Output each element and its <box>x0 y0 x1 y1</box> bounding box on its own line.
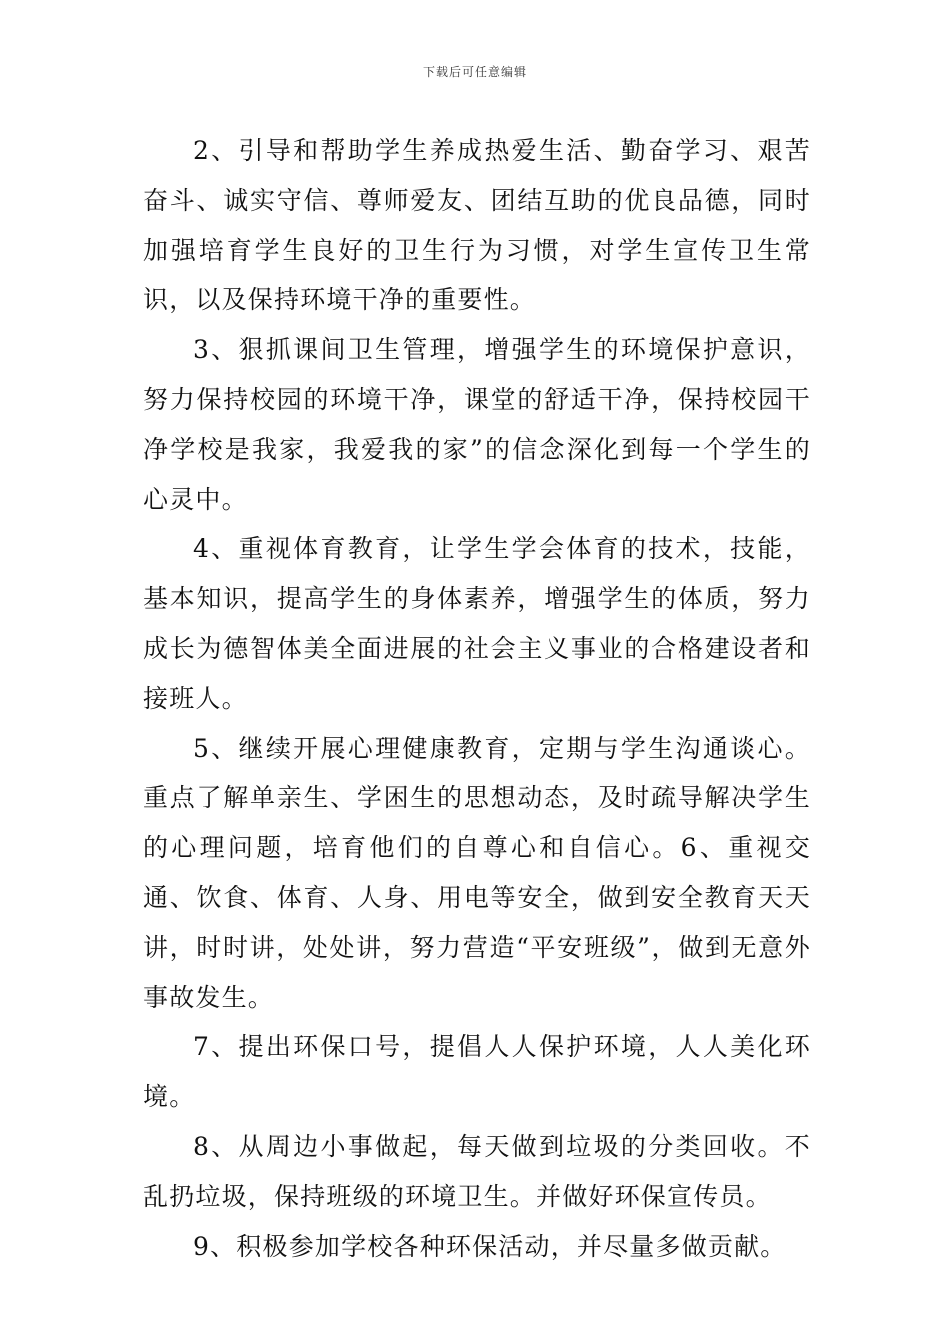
paragraph-item-8: 8、从周边小事做起，每天做到垃圾的分类回收。不乱扔垃圾，保持班级的环境卫生。并做好环保宣传员。 <box>143 1131 811 1211</box>
paragraph-item-7: 7、提出环保口号，提倡人人保护环境，人人美化环境。 <box>143 1032 811 1112</box>
paragraph-item-4: 4、重视体育教育，让学生学会体育的技术，技能，基本知识，提高学生的身体素养，增强学生的体质，努力成长为德智体美全面进展的社会主义事业的合格建设者和接班人。 <box>143 534 811 713</box>
paragraph-item-5-6: 5、继续开展心理健康教育，定期与学生沟通谈心。重点了解单亲生、学困生的思想动态，及时疏导解决学生的心理问题，培育他们的自尊心和自信心。6、重视交通、饮食、体育、人身、用电等安全，做到安全教育天天讲，时时讲，处处讲，努力营造“平安班级”，做到无意外事故发生。 <box>143 733 811 1012</box>
paragraph-item-3: 3、狠抓课间卫生管理，增强学生的环境保护意识，努力保持校园的环境干净，课堂的舒适干净，保持校园干净学校是我家，我爱我的家”的信念深化到每一个学生的心灵中。 <box>143 335 811 514</box>
paragraph-item-2: 2、引导和帮助学生养成热爱生活、勤奋学习、艰苦奋斗、诚实守信、尊师爱友、团结互助的优良品德，同时加强培育学生良好的卫生行为习惯，对学生宣传卫生常识，以及保持环境干净的重要性。 <box>143 136 811 315</box>
paragraph-item-9: 9、积极参加学校各种环保活动，并尽量多做贡献。 <box>193 1231 787 1261</box>
document-body <box>143 126 811 1271</box>
page-header: 下载后可任意编辑 <box>422 65 527 79</box>
